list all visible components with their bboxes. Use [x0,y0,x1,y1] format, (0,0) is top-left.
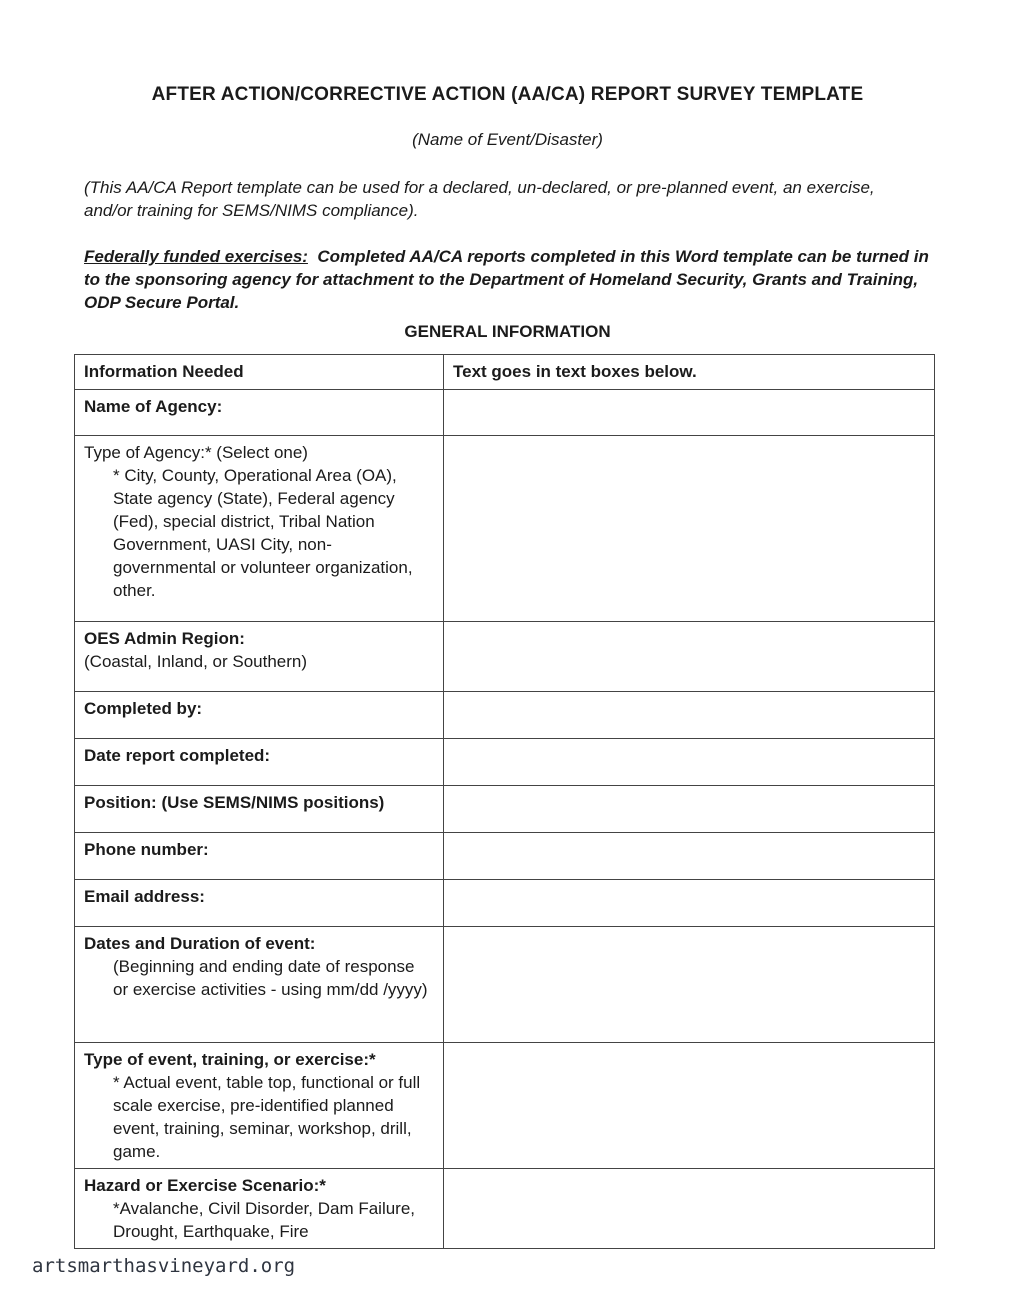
table-row [75,1043,935,1169]
document-title: AFTER ACTION/CORRECTIVE ACTION (AA/CA) REPORT SURVEY TEMPLATE [151,84,864,105]
row-label: Date report completed: [75,739,444,786]
row-label: Completed by: [75,692,444,739]
row-label-text: Dates and Duration of event: [84,934,316,953]
table-row [75,622,935,692]
row-label [75,927,444,1043]
table-row [75,833,935,880]
event-name-placeholder: (Name of Event/Disaster) [412,130,603,149]
table-row [75,786,935,833]
row-label-text: OES Admin Region: [84,629,245,648]
email-address-field[interactable] [444,880,935,927]
row-detail: *Avalanche, Civil Disorder, Dam Failure, Drought, Earthquake, Fire [113,1199,416,1241]
row-label: Position: (Use SEMS/NIMS positions) [75,786,444,833]
row-label [75,1169,444,1249]
phone-number-field[interactable] [444,833,935,880]
type-of-event-field[interactable] [444,1043,935,1169]
hazard-scenario-field[interactable] [444,1169,935,1249]
intro-paragraph: (This AA/CA Report template can be used for a declared, un-declared, or pre-planned event, an exercise, and/or training for SEMS/NIMS compliance). [84,178,875,220]
header-information-needed: Information Needed [75,355,444,390]
row-detail: * City, County, Operational Area (OA), State agency (State), Federal agency (Fed), special district, Tribal Nation Government, UASI City, non-governmental or volunteer organization, other. [113,466,413,600]
table-row [75,927,935,1043]
federal-funding-label: Federally funded exercises: [84,247,308,266]
section-heading [0,322,1015,342]
federal-funding-note [84,245,944,314]
section-heading-text: GENERAL INFORMATION [404,322,611,341]
table-row [75,1169,935,1249]
oes-admin-region-field[interactable] [444,622,935,692]
row-label-text: Type of Agency:* (Select one) [84,443,308,462]
table-row [75,692,935,739]
row-detail: (Beginning and ending date of response or exercise activities - using mm/dd /yyyy) [113,957,428,999]
dates-duration-field[interactable] [444,927,935,1043]
row-detail: * Actual event, table top, functional or full scale exercise, pre-identified planned event, training, seminar, workshop, drill, game. [113,1073,421,1161]
table-header-row [75,355,935,390]
row-label: Name of Agency: [75,390,444,436]
row-label: Phone number: [75,833,444,880]
table-row [75,390,935,436]
row-label-text: Type of event, training, or exercise:* [84,1050,376,1069]
name-of-agency-field[interactable] [444,390,935,436]
federal-funding-text: Completed AA/CA reports completed in this Word template can be turned in to the sponsoring agency for attachment to the Department of Homeland Security, Grants and Training, ODP Secure Portal. [84,247,929,312]
row-detail: (Coastal, Inland, or Southern) [84,652,308,671]
watermark: artsmarthasvineyard.org [32,1255,296,1277]
general-information-table [74,354,935,1249]
position-field[interactable] [444,786,935,833]
row-label [75,436,444,622]
type-of-agency-field[interactable] [444,436,935,622]
table-row [75,436,935,622]
row-label [75,1043,444,1169]
row-label [75,622,444,692]
completed-by-field[interactable] [444,692,935,739]
table-row [75,739,935,786]
row-label-text: Hazard or Exercise Scenario:* [84,1176,326,1195]
date-report-completed-field[interactable] [444,739,935,786]
table-row [75,880,935,927]
header-text-boxes: Text goes in text boxes below. [444,355,935,390]
row-label: Email address: [75,880,444,927]
